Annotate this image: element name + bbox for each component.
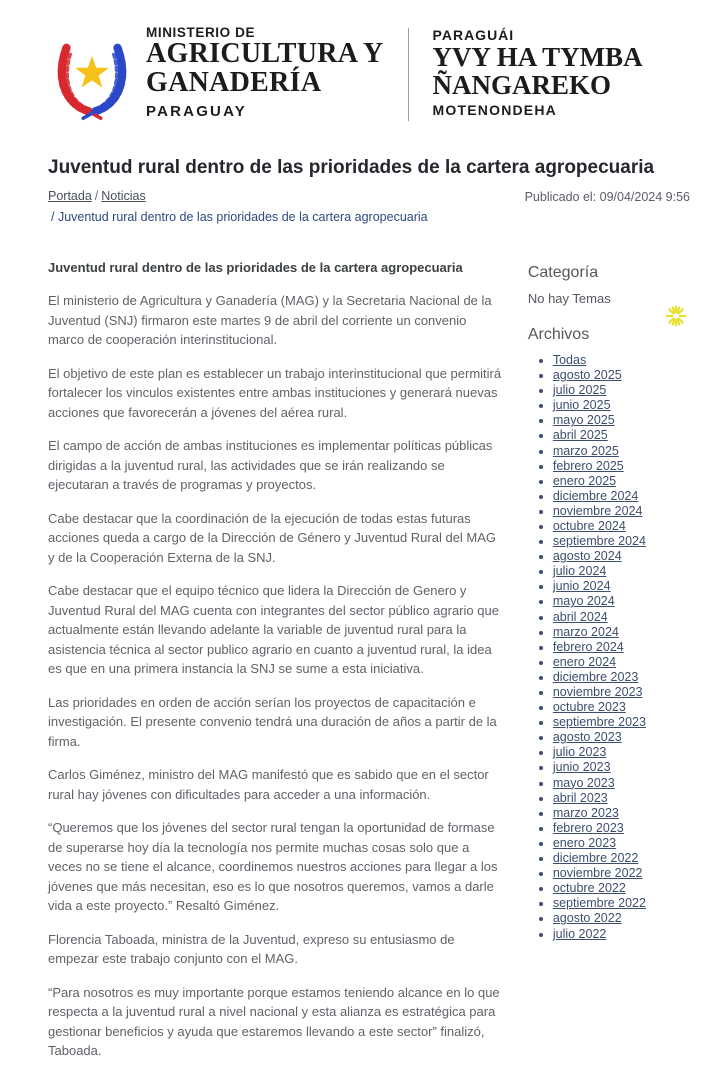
paraguay-wreath-logo-icon [48,24,136,121]
archive-item [553,489,707,504]
archive-link[interactable]: septiembre 2024 [552,534,646,549]
ministry-wordmark [146,25,384,119]
archive-item [553,791,707,806]
archive-link[interactable]: enero 2024 [552,654,617,669]
article-paragraph: El ministerio de Agricultura y Ganadería (MAG) y la Secretaria Nacional de la Juventud (SNJ) firmaron este martes 9 de abril del corriente un convenio marco de cooperación interinstitucional. [48,293,492,348]
breadcrumb-link[interactable]: Portada [48,189,92,204]
sidebar [528,258,707,942]
archive-link[interactable]: febrero 2023 [552,820,624,835]
article-paragraph: El campo de acción de ambas instituciones es implementar políticas públicas dirigidas a la juventud rural, las actividades que se irán realizando se ejecutaran a través de programas y proyectos. [48,438,493,493]
article-paragraph: Cabe destacar que el equipo técnico que lidera la Dirección de Genero y Juventud Rural del MAG cuenta con integrantes del sector público agrario que actualmente están llevando adelante la variable de juventud rural para la asistencia técnica al sector publico agrario en cuanto a juventud rural, la idea es que en una primera instancia la SNJ se sume a esta iniciativa. [48,583,499,677]
archive-item [553,504,707,519]
page-title: Juventud rural dentro de las prioridades de la cartera agropecuaria [48,157,655,178]
article-paragraph: “Para nosotros es muy importante porque estamos teniendo alcance en lo que respecta a la juventud rural a nivel nacional y esta alianza es estratégica para gestionar beneficios y ayuda que estaremos llevando a este sector” finalizó, Taboada. [48,984,500,1059]
archive-item [553,911,707,926]
archive-link[interactable]: marzo 2024 [552,624,619,639]
guarani-line-1: PARAGUÁI [432,26,515,43]
archive-link[interactable]: febrero 2024 [552,639,624,654]
wreath-star-icon [75,56,108,88]
archive-item [553,866,707,881]
archive-link[interactable]: junio 2024 [552,579,611,594]
archive-link[interactable]: mayo 2024 [552,594,615,609]
breadcrumb-link[interactable]: Noticias [101,189,146,204]
archive-item [553,459,707,474]
archive-link[interactable]: enero 2023 [552,835,617,850]
archive-link[interactable]: marzo 2025 [552,443,619,458]
archive-item [553,625,707,640]
archive-link[interactable]: abril 2023 [552,790,608,805]
breadcrumb-separator: / [94,189,99,204]
archive-item [553,534,707,549]
article-paragraph: El objetivo de este plan es establecer un trabajo interinstitucional que permitirá fortalecer los vinculos existentes entre ambas instituciones y generará nuevas acciones que favorecerán a jóvenes del aérea rural. [48,365,502,420]
archive-link[interactable]: marzo 2023 [552,805,619,820]
archive-link[interactable]: diciembre 2024 [552,488,639,503]
breadcrumb-links [48,189,428,203]
archive-link[interactable]: febrero 2025 [552,458,624,473]
archive-link[interactable]: julio 2022 [552,926,607,941]
archive-link[interactable]: octubre 2022 [552,881,626,896]
archive-link[interactable]: agosto 2025 [552,368,622,383]
archive-item [553,610,707,625]
article-paragraphs [48,291,504,1061]
meta-row [48,189,690,226]
archive-link[interactable]: Todas [552,352,587,367]
archive-link[interactable]: julio 2024 [552,564,607,579]
category-empty-text: No hay Temas [527,290,611,306]
ministry-line-4: PARAGUAY [146,102,247,120]
archive-link[interactable]: noviembre 2023 [552,685,643,700]
archive-link[interactable]: noviembre 2024 [552,503,643,518]
archive-link[interactable]: agosto 2023 [552,730,622,745]
archive-link[interactable]: junio 2023 [552,760,611,775]
archive-item [553,474,707,489]
article-body [48,258,504,1075]
brand-divider [408,28,409,121]
archive-item [553,564,707,579]
archive-item [553,685,707,700]
archives-title: Archivos [527,325,590,343]
guarani-line-2: YVY HA TYMBA [432,41,643,72]
archive-item [553,745,707,760]
article-heading: Juventud rural dentro de las prioridades de la cartera agropecuaria [48,259,463,275]
archive-item [553,398,707,413]
archive-item [553,428,707,443]
archive-item [553,851,707,866]
archive-item [553,594,707,609]
archive-item [553,881,707,896]
guarani-wordmark [433,27,643,119]
archive-item [553,640,707,655]
article-paragraph: Florencia Taboada, ministra de la Juventud, expreso su entusiasmo de empezar este trabajo conjunto con el MAG. [48,931,455,967]
ministry-line-1: MINISTERIO DE [146,25,256,41]
article-paragraph: “Queremos que los jóvenes del sector rural tengan la oportunidad de formase de superarse hoy día la tecnología nos permite muchas cosas solo que a veces no se tiene el alcance, coordinemos nuestros acciones para llegar a los jóvenes que más necesitan, eso es lo que nosotros queremos, vamos a darle vida a este proyecto.” Resaltó Giménez. [48,820,498,914]
archive-item [553,730,707,745]
archive-item [553,836,707,851]
archive-link[interactable]: diciembre 2022 [552,851,639,866]
archive-item [553,413,707,428]
archive-item [553,806,707,821]
archive-item [553,715,707,730]
archive-item [553,549,707,564]
archive-link[interactable]: octubre 2023 [552,700,626,715]
archive-link[interactable]: septiembre 2023 [552,715,646,730]
archive-link[interactable]: abril 2025 [552,428,608,443]
archive-item [553,519,707,534]
archive-item [553,368,707,383]
guarani-line-3: ÑANGAREKO [432,70,612,100]
archive-item [553,383,707,398]
archive-link[interactable]: agosto 2024 [552,549,622,564]
archive-link[interactable]: enero 2025 [552,473,617,488]
category-title: Categoría [527,263,599,281]
archive-item [553,670,707,685]
archive-list [528,353,707,942]
archive-item [553,760,707,775]
ministry-line-2: AGRICULTURA Y [146,38,384,70]
archive-item [553,896,707,911]
archive-item [553,700,707,715]
published-date: Publicado el: 09/04/2024 9:56 [524,190,690,205]
archive-item [553,927,707,942]
archive-item [553,353,707,368]
archive-link[interactable]: mayo 2025 [552,413,615,428]
accessibility-widget-icon[interactable] [665,305,687,327]
archive-link[interactable]: septiembre 2022 [552,896,646,911]
guarani-line-4: MOTENONDEHA [432,102,557,119]
archive-item [553,776,707,791]
asterisk-spokes [667,307,686,326]
archive-link[interactable]: junio 2025 [552,398,611,413]
article-paragraph: Carlos Giménez, ministro del MAG manifestó que es sabido que en el sector rural hay jóvenes con dificultades para acceder a una información. [48,767,489,802]
archive-link[interactable]: diciembre 2023 [552,669,639,684]
archive-link[interactable]: agosto 2022 [552,911,622,926]
ministry-line-3: GANADERÍA [146,67,322,98]
breadcrumb [48,189,428,226]
site-header [0,0,707,121]
archive-link[interactable]: mayo 2023 [552,775,615,790]
archive-item [553,579,707,594]
archive-link[interactable]: abril 2024 [552,609,608,624]
archive-item [553,655,707,670]
breadcrumb-current: / Juventud rural dentro de las prioridades de la cartera agropecuaria [51,210,428,225]
archive-item [553,444,707,459]
archive-item [553,821,707,836]
archive-link[interactable]: julio 2023 [552,745,607,760]
article-paragraph: Las prioridades en orden de acción serían los proyectos de capacitación e investigación. El presente convenio tendrá una duración de años a partir de la firma. [48,694,497,749]
article-paragraph: Cabe destacar que la coordinación de la ejecución de todas estas futuras acciones queda a cargo de la Dirección de Género y Juventud Rural del MAG y de la Cooperación Externa de la SNJ. [48,510,497,565]
archive-link[interactable]: noviembre 2022 [552,866,643,881]
main-content [48,258,707,1075]
archive-link[interactable]: julio 2025 [552,383,607,398]
archive-link[interactable]: octubre 2024 [552,518,626,533]
